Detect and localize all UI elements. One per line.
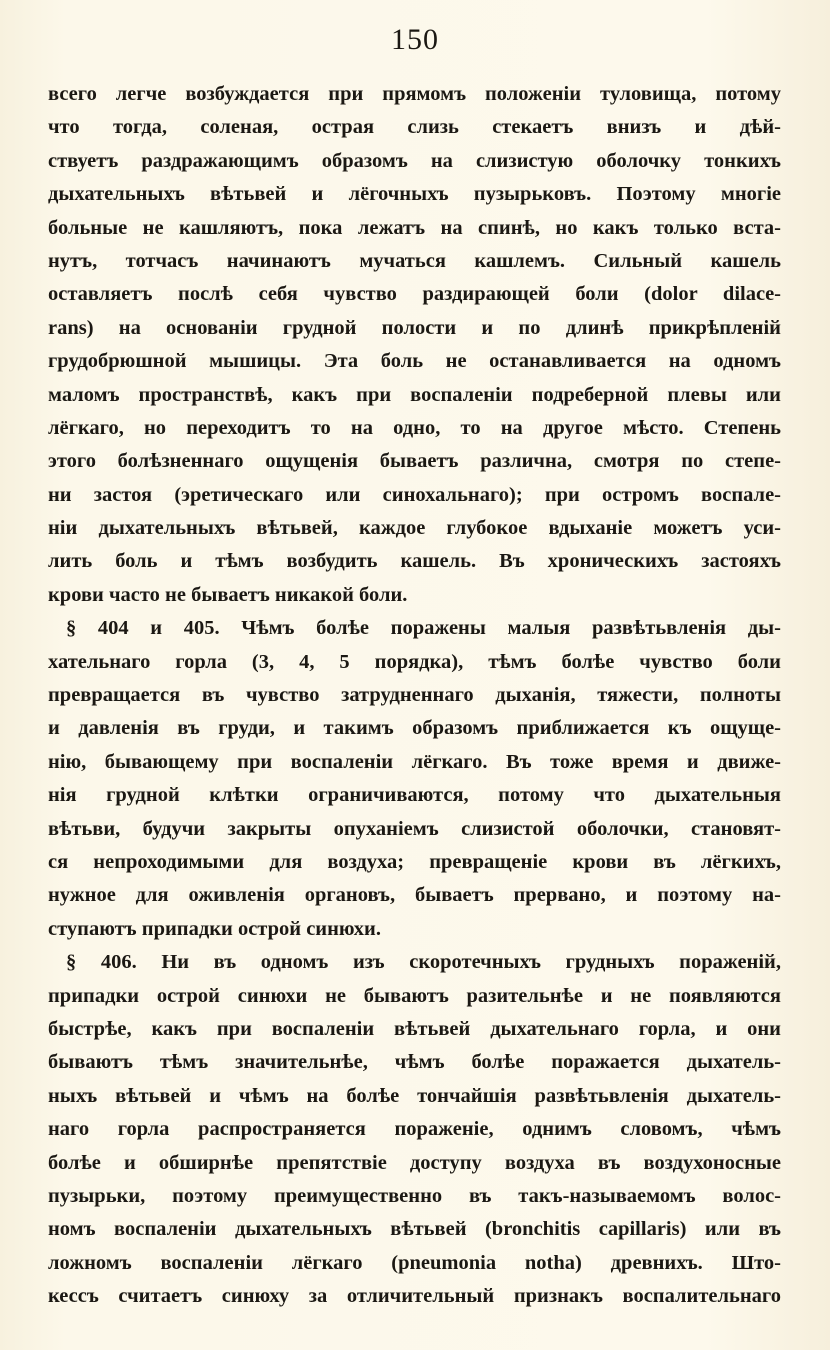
text-line: ніи дыхательныхъ вѣтьвей, каждое глубокое вдыханіе можетъ уси- bbox=[48, 517, 781, 540]
text-line: нутъ, тотчасъ начинаютъ мучаться кашлемъ. Сильный кашель bbox=[48, 249, 781, 272]
text-line: пузырьки, поэтому преимущественно въ такъ-называемомъ волос- bbox=[48, 1184, 781, 1207]
text-line: что тогда, соленая, острая слизь стекаетъ внизъ и дѣй- bbox=[48, 116, 781, 139]
text-line: этого болѣзненнаго ощущенія бываетъ различна, смотря по степе- bbox=[48, 450, 781, 473]
paragraph-first-line: § 404 и 405. Чѣмъ болѣе поражены малыя развѣтьвленія ды- bbox=[66, 617, 781, 640]
text-line: номъ воспаленіи дыхательныхъ вѣтьвей (bronchitis capillaris) или въ bbox=[48, 1218, 781, 1241]
text-line: нужное для оживленія органовъ, бываетъ прервано, и поэтому на- bbox=[48, 884, 781, 907]
text-line: превращается въ чувство затрудненнаго дыханія, тяжести, полноты bbox=[48, 684, 781, 707]
page-body-text bbox=[48, 78, 781, 1313]
text-line: лёгкаго, но переходитъ то на одно, то на другое мѣсто. Степень bbox=[48, 416, 781, 439]
text-line: rans) на основаніи грудной полости и по длинѣ прикрѣпленій bbox=[48, 316, 781, 339]
text-line: ложномъ воспаленіи лёгкаго (pneumonia notha) древнихъ. Што- bbox=[48, 1251, 781, 1274]
text-line: ствуетъ раздражающимъ образомъ на слизистую оболочку тонкихъ bbox=[48, 149, 781, 172]
text-line: крови часто не бываетъ никакой боли. bbox=[48, 583, 408, 606]
text-line: и давленія въ груди, и такимъ образомъ приближается къ ощуще- bbox=[48, 717, 781, 740]
text-line: вѣтьви, будучи закрыты опуханіемъ слизистой оболочки, становят- bbox=[48, 817, 781, 840]
paragraph-first-line: § 406. Ни въ одномъ изъ скоротечныхъ грудныхъ пораженій, bbox=[66, 951, 781, 974]
text-line: болѣе и обширнѣе препятствіе доступу воздуха въ воздухоносные bbox=[48, 1151, 781, 1174]
text-line: кессъ считаетъ синюху за отличительный признакъ воспалительнаго bbox=[48, 1285, 781, 1308]
text-line: грудобрюшной мышицы. Эта боль не останавливается на одномъ bbox=[48, 350, 781, 373]
page-number: 150 bbox=[391, 23, 439, 56]
text-line: бываютъ тѣмъ значительнѣе, чѣмъ болѣе поражается дыхатель- bbox=[48, 1051, 781, 1074]
text-line: ступаютъ припадки острой синюхи. bbox=[48, 917, 381, 940]
text-line: оставляетъ послѣ себя чувство раздирающей боли (dolor dilace- bbox=[48, 283, 781, 306]
text-line: хательнаго горла (3, 4, 5 порядка), тѣмъ болѣе чувство боли bbox=[48, 650, 781, 673]
text-line: дыхательныхъ вѣтьвей и лёгочныхъ пузырьковъ. Поэтому многіе bbox=[48, 183, 781, 206]
text-line: больные не кашляютъ, пока лежатъ на спинѣ, но какъ только вста- bbox=[48, 216, 781, 239]
text-line: быстрѣе, какъ при воспаленіи вѣтьвей дыхательнаго горла, и они bbox=[48, 1017, 781, 1040]
text-line: ныхъ вѣтьвей и чѣмъ на болѣе тончайшія развѣтьвленія дыхатель- bbox=[48, 1084, 781, 1107]
text-line: нія грудной клѣтки ограничиваются, потому что дыхательныя bbox=[48, 784, 781, 807]
text-line: маломъ пространствѣ, какъ при воспаленіи подреберной плевы или bbox=[48, 383, 781, 406]
text-line: лить боль и тѣмъ возбудить кашель. Въ хроническихъ застояхъ bbox=[48, 550, 781, 573]
text-line: наго горла распространяется пораженіе, однимъ словомъ, чѣмъ bbox=[48, 1118, 781, 1141]
text-line: ся непроходимыми для воздуха; превращеніе крови въ лёгкихъ, bbox=[48, 850, 781, 873]
text-line: всего легче возбуждается при прямомъ положеніи туловища, потому bbox=[48, 83, 781, 105]
text-line: нію, бывающему при воспаленіи лёгкаго. Въ тоже время и движе- bbox=[48, 750, 781, 773]
text-line: припадки острой синюхи не бываютъ разительнѣе и не появляются bbox=[48, 984, 781, 1007]
text-line: ни застоя (эретическаго или синохальнаго); при остромъ воспале- bbox=[48, 483, 781, 506]
